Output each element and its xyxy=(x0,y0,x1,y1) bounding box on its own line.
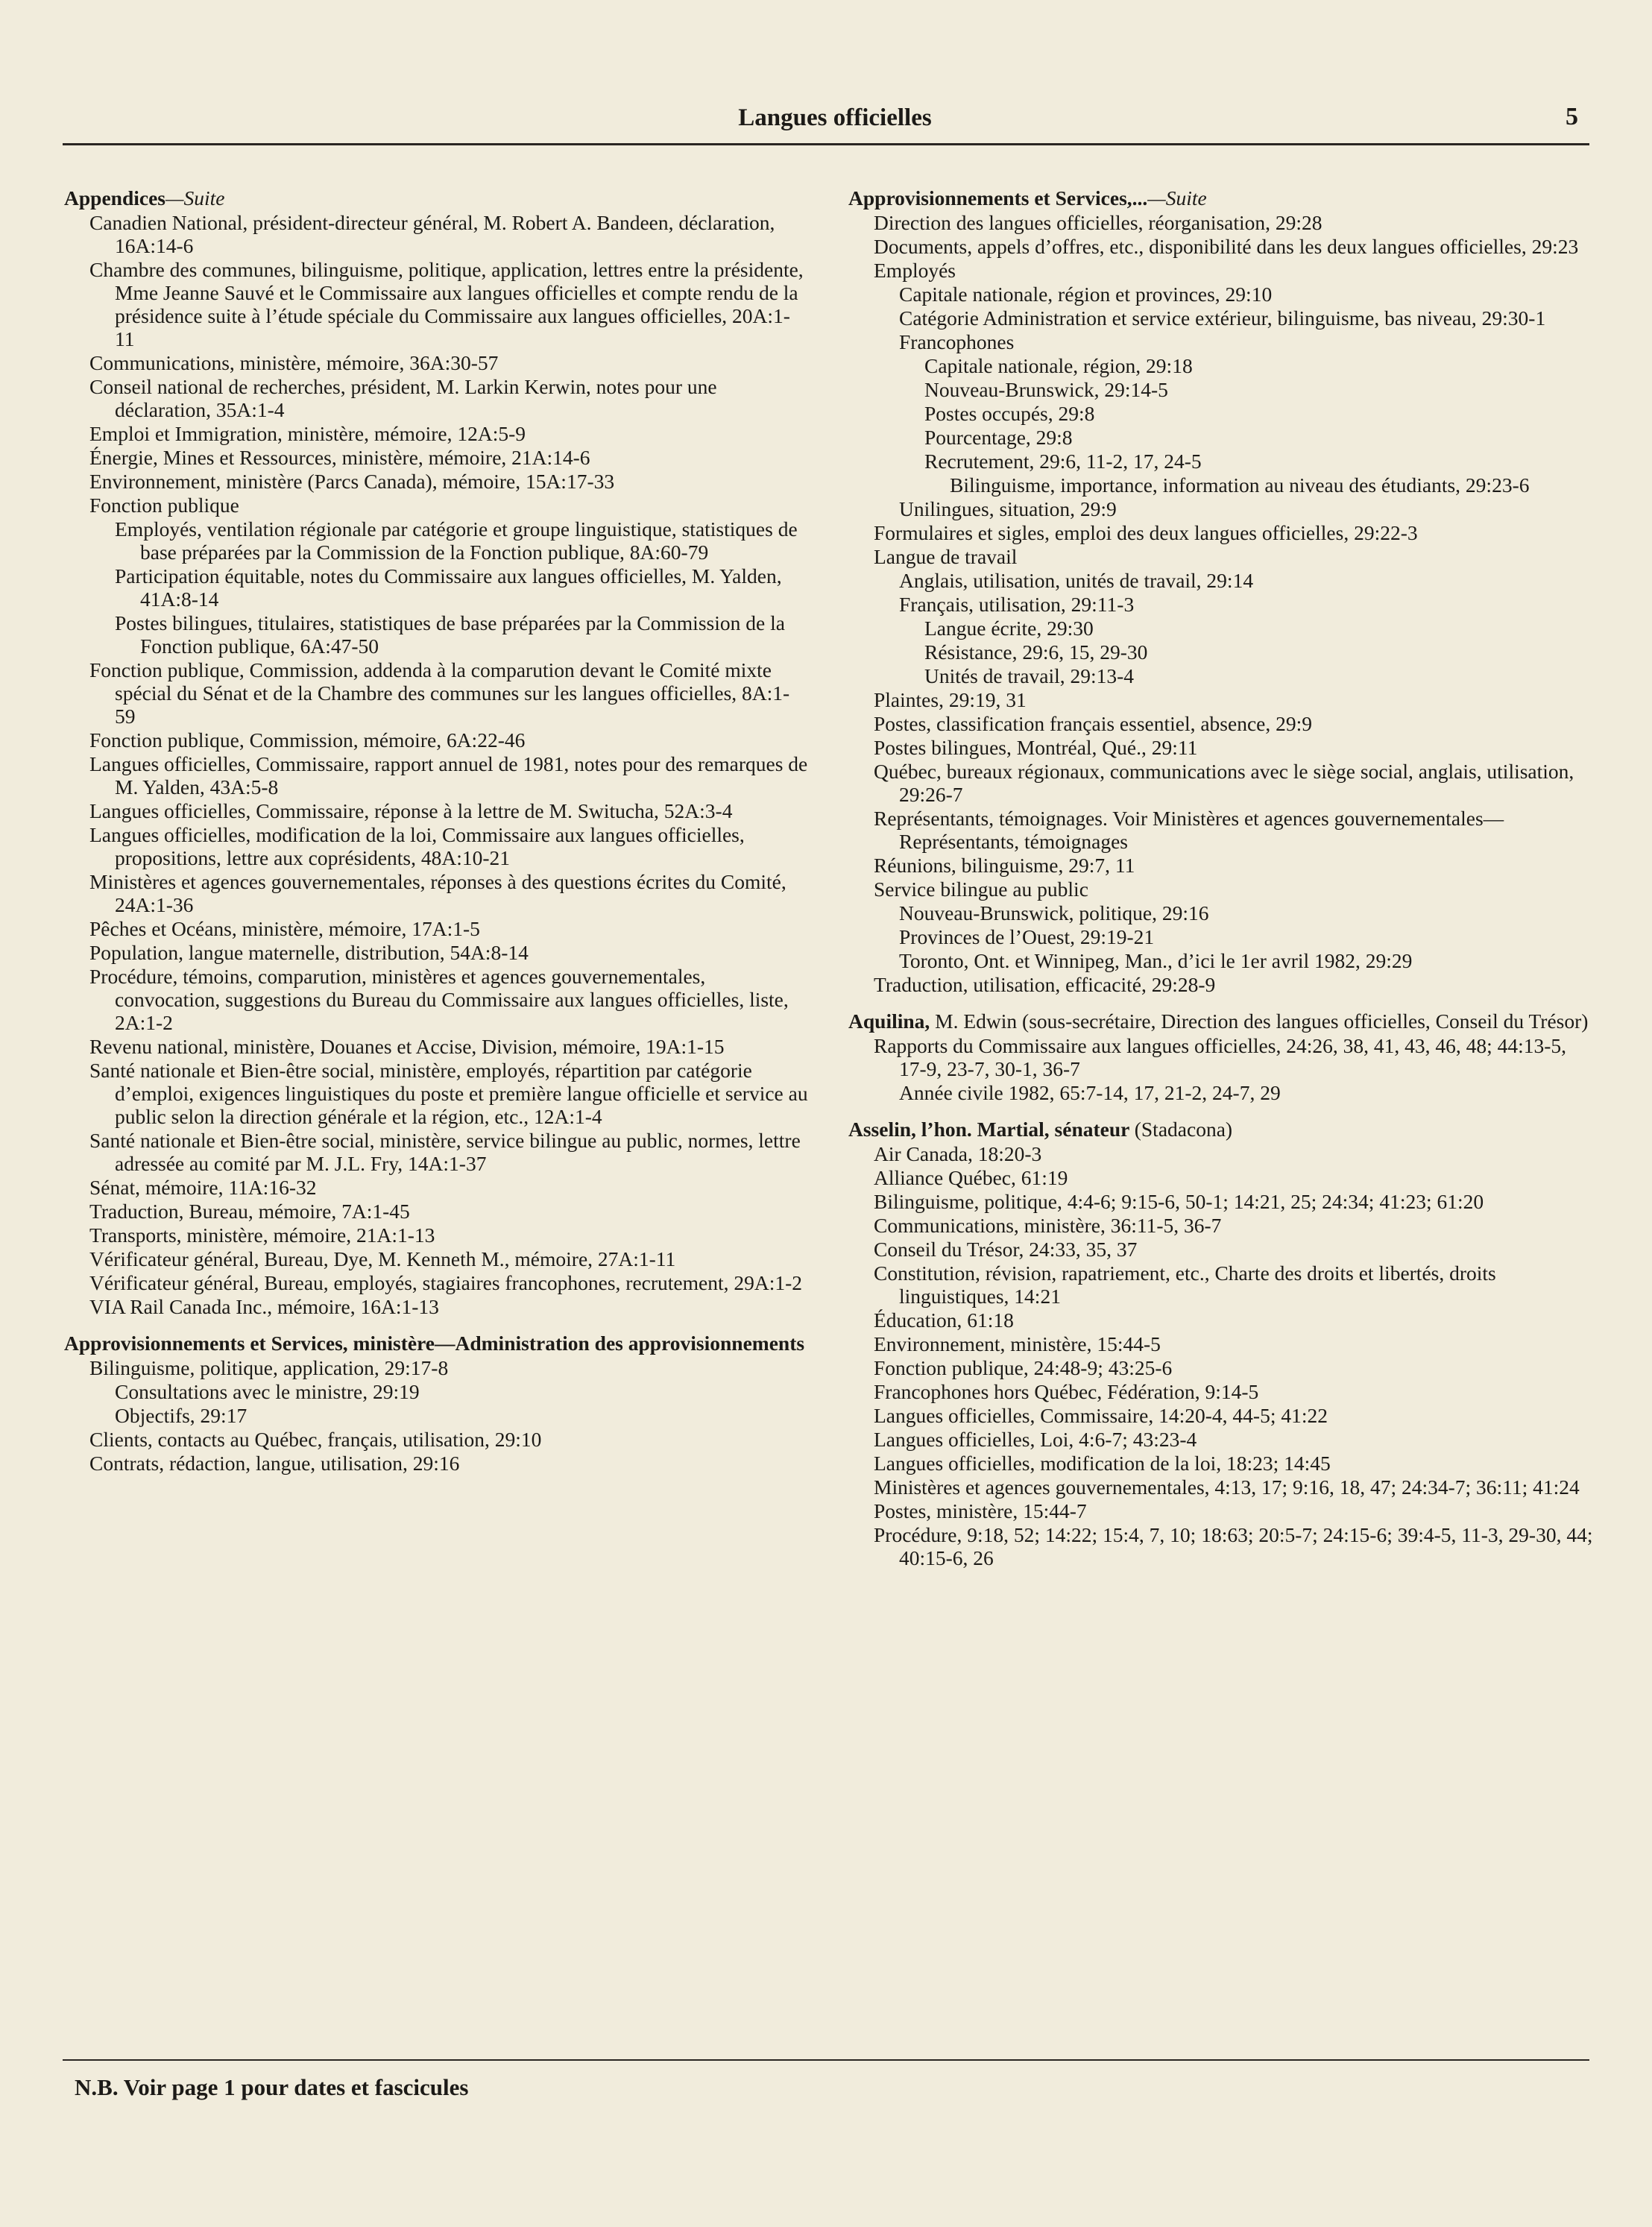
index-entry: Réunions, bilinguisme, 29:7, 11 xyxy=(874,854,1135,877)
index-entry: Consultations avec le ministre, 29:19 xyxy=(115,1380,420,1403)
index-entry: Procédure, 9:18, 52; 14:22; 15:4, 7, 10; 18:63; 20:5-7; 24:15-6; 39:4-5, 11-3, 29-30, 44; 40:15-6, 26 xyxy=(874,1523,1593,1569)
index-entry: Formulaires et sigles, emploi des deux langues officielles, 29:22-3 xyxy=(874,521,1418,544)
index-entry: Langue de travail xyxy=(874,545,1018,568)
approv-admin-list xyxy=(64,1356,810,1475)
index-entry: Service bilingue au public xyxy=(874,878,1088,901)
index-entry: Pêches et Océans, ministère, mémoire, 17A:1-5 xyxy=(89,917,480,940)
index-entry: Capitale nationale, région et provinces, 29:10 xyxy=(899,283,1273,306)
index-entry: Constitution, révision, rapatriement, etc., Charte des droits et libertés, droits linguistiques, 14:21 xyxy=(874,1261,1496,1308)
index-entry: Anglais, utilisation, unités de travail, 29:14 xyxy=(899,569,1254,592)
index-entry: Bilinguisme, importance, information au niveau des étudiants, 29:23-6 xyxy=(950,473,1530,497)
index-entry: Nouveau-Brunswick, 29:14-5 xyxy=(924,378,1168,401)
index-entry: Plaintes, 29:19, 31 xyxy=(874,688,1027,711)
asselin-list xyxy=(848,1142,1594,1569)
index-entry: Participation équitable, notes du Commissaire aux langues officielles, M. Yalden, 41A:8-14 xyxy=(115,564,782,611)
index-entry: Postes bilingues, Montréal, Qué., 29:11 xyxy=(874,736,1198,759)
index-entry: Langues officielles, Commissaire, réponse à la lettre de M. Switucha, 52A:3-4 xyxy=(89,799,733,822)
aquilina-list xyxy=(848,1034,1594,1104)
index-entry: Direction des langues officielles, réorganisation, 29:28 xyxy=(874,211,1322,234)
index-heading-aquilina xyxy=(848,1009,1594,1033)
index-entry: Postes bilingues, titulaires, statistiques de base préparées par la Commission de la Fonction publique, 6A:47-50 xyxy=(115,611,785,658)
index-entry: Québec, bureaux régionaux, communications avec le siège social, anglais, utilisation, 29:26-7 xyxy=(874,760,1574,806)
index-entry: Capitale nationale, région, 29:18 xyxy=(924,354,1193,377)
index-entry: Bilinguisme, politique, 4:4-6; 9:15-6, 50-1; 14:21, 25; 24:34; 41:23; 61:20 xyxy=(874,1190,1484,1213)
index-entry: Objectifs, 29:17 xyxy=(115,1404,248,1427)
index-heading-approv-admin: Approvisionnements et Services, ministère—Administration des approvisionnements xyxy=(64,1332,805,1355)
index-entry: Langues officielles, Commissaire, rapport annuel de 1981, notes pour des remarques de M. Yalden, 43A:5-8 xyxy=(89,752,808,798)
index-entry: Langues officielles, modification de la loi, Commissaire aux langues officielles, propositions, lettre aux coprésidents, 48A:10-21 xyxy=(89,823,745,869)
footer-note: N.B. Voir page 1 pour dates et fascicules xyxy=(75,2074,469,2100)
index-entry: VIA Rail Canada Inc., mémoire, 16A:1-13 xyxy=(89,1295,439,1318)
index-entry: Environnement, ministère (Parcs Canada), mémoire, 15A:17-33 xyxy=(89,470,615,493)
index-entry: Santé nationale et Bien-être social, ministère, employés, répartition par catégorie d’emploi, exigences linguistiques du poste et première langue officielle et service au public selon la direction générale et la région, etc., 12A:1-4 xyxy=(89,1059,808,1128)
index-entry: Pourcentage, 29:8 xyxy=(924,426,1073,449)
index-entry: Sénat, mémoire, 11A:16-32 xyxy=(89,1176,317,1199)
index-entry: Unilingues, situation, 29:9 xyxy=(899,497,1117,520)
index-entry: Rapports du Commissaire aux langues officielles, 24:26, 38, 41, 43, 46, 48; 44:13-5, 17-9, 23-7, 30-1, 36-7 xyxy=(874,1034,1567,1080)
index-entry: Nouveau-Brunswick, politique, 29:16 xyxy=(899,901,1209,924)
running-head-title: Langues officielles xyxy=(738,104,932,131)
index-entry: Contrats, rédaction, langue, utilisation, 29:16 xyxy=(89,1452,460,1475)
index-entry: Langues officielles, Commissaire, 14:20-4, 44-5; 41:22 xyxy=(874,1404,1328,1427)
index-entry: Provinces de l’Ouest, 29:19-21 xyxy=(899,925,1155,948)
index-entry: Canadien National, président-directeur général, M. Robert A. Bandeen, déclaration, 16A:14-6 xyxy=(89,211,775,257)
index-entry: Langues officielles, modification de la loi, 18:23; 14:45 xyxy=(874,1452,1331,1475)
appendices-list-2 xyxy=(64,658,810,1318)
index-entry: Ministères et agences gouvernementales, 4:13, 17; 9:16, 18, 47; 24:34-7; 36:11; 41:24 xyxy=(874,1475,1580,1499)
index-entry: Conseil du Trésor, 24:33, 35, 37 xyxy=(874,1238,1138,1261)
index-heading-appendices xyxy=(64,186,810,210)
index-entry: Bilinguisme, politique, application, 29:17-8 xyxy=(89,1356,449,1379)
fonction-publique-subs xyxy=(64,517,810,658)
index-entry: Traduction, Bureau, mémoire, 7A:1-45 xyxy=(89,1200,410,1223)
index-entry: Communications, ministère, mémoire, 36A:30-57 xyxy=(89,351,499,374)
suite-label: —Suite xyxy=(165,186,225,210)
index-entry: Fonction publique, Commission, mémoire, 6A:22-46 xyxy=(89,728,526,752)
index-entry: Fonction publique xyxy=(89,494,239,517)
index-entry: Francophones hors Québec, Fédération, 9:14-5 xyxy=(874,1380,1259,1403)
right-column xyxy=(848,186,1594,1570)
appendices-list xyxy=(64,211,810,517)
index-entry: Résistance, 29:6, 15, 29-30 xyxy=(924,640,1148,664)
index-entry: Communications, ministère, 36:11-5, 36-7 xyxy=(874,1214,1222,1237)
index-entry: Langue écrite, 29:30 xyxy=(924,617,1094,640)
heading-desc: M. Edwin (sous-secrétaire, Direction des langues officielles, Conseil du Trésor) xyxy=(935,1009,1589,1033)
index-entry: Catégorie Administration et service extérieur, bilinguisme, bas niveau, 29:30-1 xyxy=(899,306,1546,330)
index-entry: Procédure, témoins, comparution, ministères et agences gouvernementales, convocation, suggestions du Bureau du Commissaire aux langues officielles, liste, 2A:1-2 xyxy=(89,965,789,1034)
index-entry: Langues officielles, Loi, 4:6-7; 43:23-4 xyxy=(874,1428,1197,1451)
index-entry: Postes occupés, 29:8 xyxy=(924,402,1095,425)
footer-rule xyxy=(63,2059,1589,2061)
index-entry: Santé nationale et Bien-être social, ministère, service bilingue au public, normes, lettre adressée au comité par M. J.L. Fry, 14A:1-37 xyxy=(89,1129,801,1175)
index-entry: Postes, ministère, 15:44-7 xyxy=(874,1499,1087,1522)
index-entry: Traduction, utilisation, efficacité, 29:28-9 xyxy=(874,973,1216,996)
page-number: 5 xyxy=(1566,103,1578,130)
index-entry: Alliance Québec, 61:19 xyxy=(874,1166,1068,1189)
index-entry: Français, utilisation, 29:11-3 xyxy=(899,593,1135,616)
heading-desc: (Stadacona) xyxy=(1134,1118,1233,1141)
index-entry: Clients, contacts au Québec, français, utilisation, 29:10 xyxy=(89,1428,542,1451)
index-entry: Vérificateur général, Bureau, employés, stagiaires francophones, recrutement, 29A:1-2 xyxy=(89,1271,803,1294)
index-entry: Chambre des communes, bilinguisme, politique, application, lettres entre la présidente, Mme Jeanne Sauvé et le Commissaire aux langues officielles et compte rendu de la présidence suite à l’étude spéciale du Commissaire aux langues officielles, 20A:1-11 xyxy=(89,258,804,350)
heading-text: Asselin, l’hon. Martial, sénateur xyxy=(848,1118,1129,1141)
header-rule xyxy=(63,143,1589,145)
index-entry: Employés xyxy=(874,259,956,282)
index-entry: Population, langue maternelle, distribution, 54A:8-14 xyxy=(89,941,529,964)
index-entry: Emploi et Immigration, ministère, mémoire, 12A:5-9 xyxy=(89,422,526,445)
index-entry: Éducation, 61:18 xyxy=(874,1308,1014,1332)
heading-text: Approvisionnements et Services,... xyxy=(848,186,1148,210)
index-entry: Conseil national de recherches, président, M. Larkin Kerwin, notes pour une déclaration, 35A:1-4 xyxy=(89,375,717,421)
heading-text: Aquilina, xyxy=(848,1009,930,1033)
index-heading-asselin xyxy=(848,1118,1594,1141)
index-entry: Vérificateur général, Bureau, Dye, M. Kenneth M., mémoire, 27A:1-11 xyxy=(89,1247,676,1270)
index-entry: Unités de travail, 29:13-4 xyxy=(924,664,1135,687)
index-entry: Fonction publique, Commission, addenda à la comparution devant le Comité mixte spécial du Sénat et de la Chambre des communes sur les langues officielles, 8A:1-59 xyxy=(89,658,790,728)
index-entry: Documents, appels d’offres, etc., disponibilité dans les deux langues officielles, 29:23 xyxy=(874,235,1579,258)
index-entry: Francophones xyxy=(899,330,1015,353)
index-entry: Recrutement, 29:6, 11-2, 17, 24-5 xyxy=(924,450,1202,473)
left-column xyxy=(64,186,810,1475)
index-entry: Postes, classification français essentiel, absence, 29:9 xyxy=(874,712,1313,735)
index-entry: Environnement, ministère, 15:44-5 xyxy=(874,1332,1161,1355)
heading-text: Appendices xyxy=(64,186,165,210)
index-entry: Transports, ministère, mémoire, 21A:1-13 xyxy=(89,1223,435,1247)
index-entry: Revenu national, ministère, Douanes et Accise, Division, mémoire, 19A:1-15 xyxy=(89,1035,725,1058)
index-entry: Représentants, témoignages. Voir Ministères et agences gouvernementales—Représentants, témoignages xyxy=(874,807,1504,853)
index-entry: Énergie, Mines et Ressources, ministère, mémoire, 21A:14-6 xyxy=(89,446,590,469)
index-entry: Ministères et agences gouvernementales, réponses à des questions écrites du Comité, 24A:1-36 xyxy=(89,870,786,916)
approv-list xyxy=(848,211,1594,996)
index-heading-approv-suite xyxy=(848,186,1594,210)
index-entry: Employés, ventilation régionale par catégorie et groupe linguistique, statistiques de base préparées par la Commission de la Fonction publique, 8A:60-79 xyxy=(115,517,798,564)
index-entry: Toronto, Ont. et Winnipeg, Man., d’ici le 1er avril 1982, 29:29 xyxy=(899,949,1413,972)
suite-label: —Suite xyxy=(1147,186,1207,210)
index-entry: Fonction publique, 24:48-9; 43:25-6 xyxy=(874,1356,1173,1379)
index-entry: Air Canada, 18:20-3 xyxy=(874,1142,1042,1165)
index-entry: Année civile 1982, 65:7-14, 17, 21-2, 24-7, 29 xyxy=(899,1081,1281,1104)
